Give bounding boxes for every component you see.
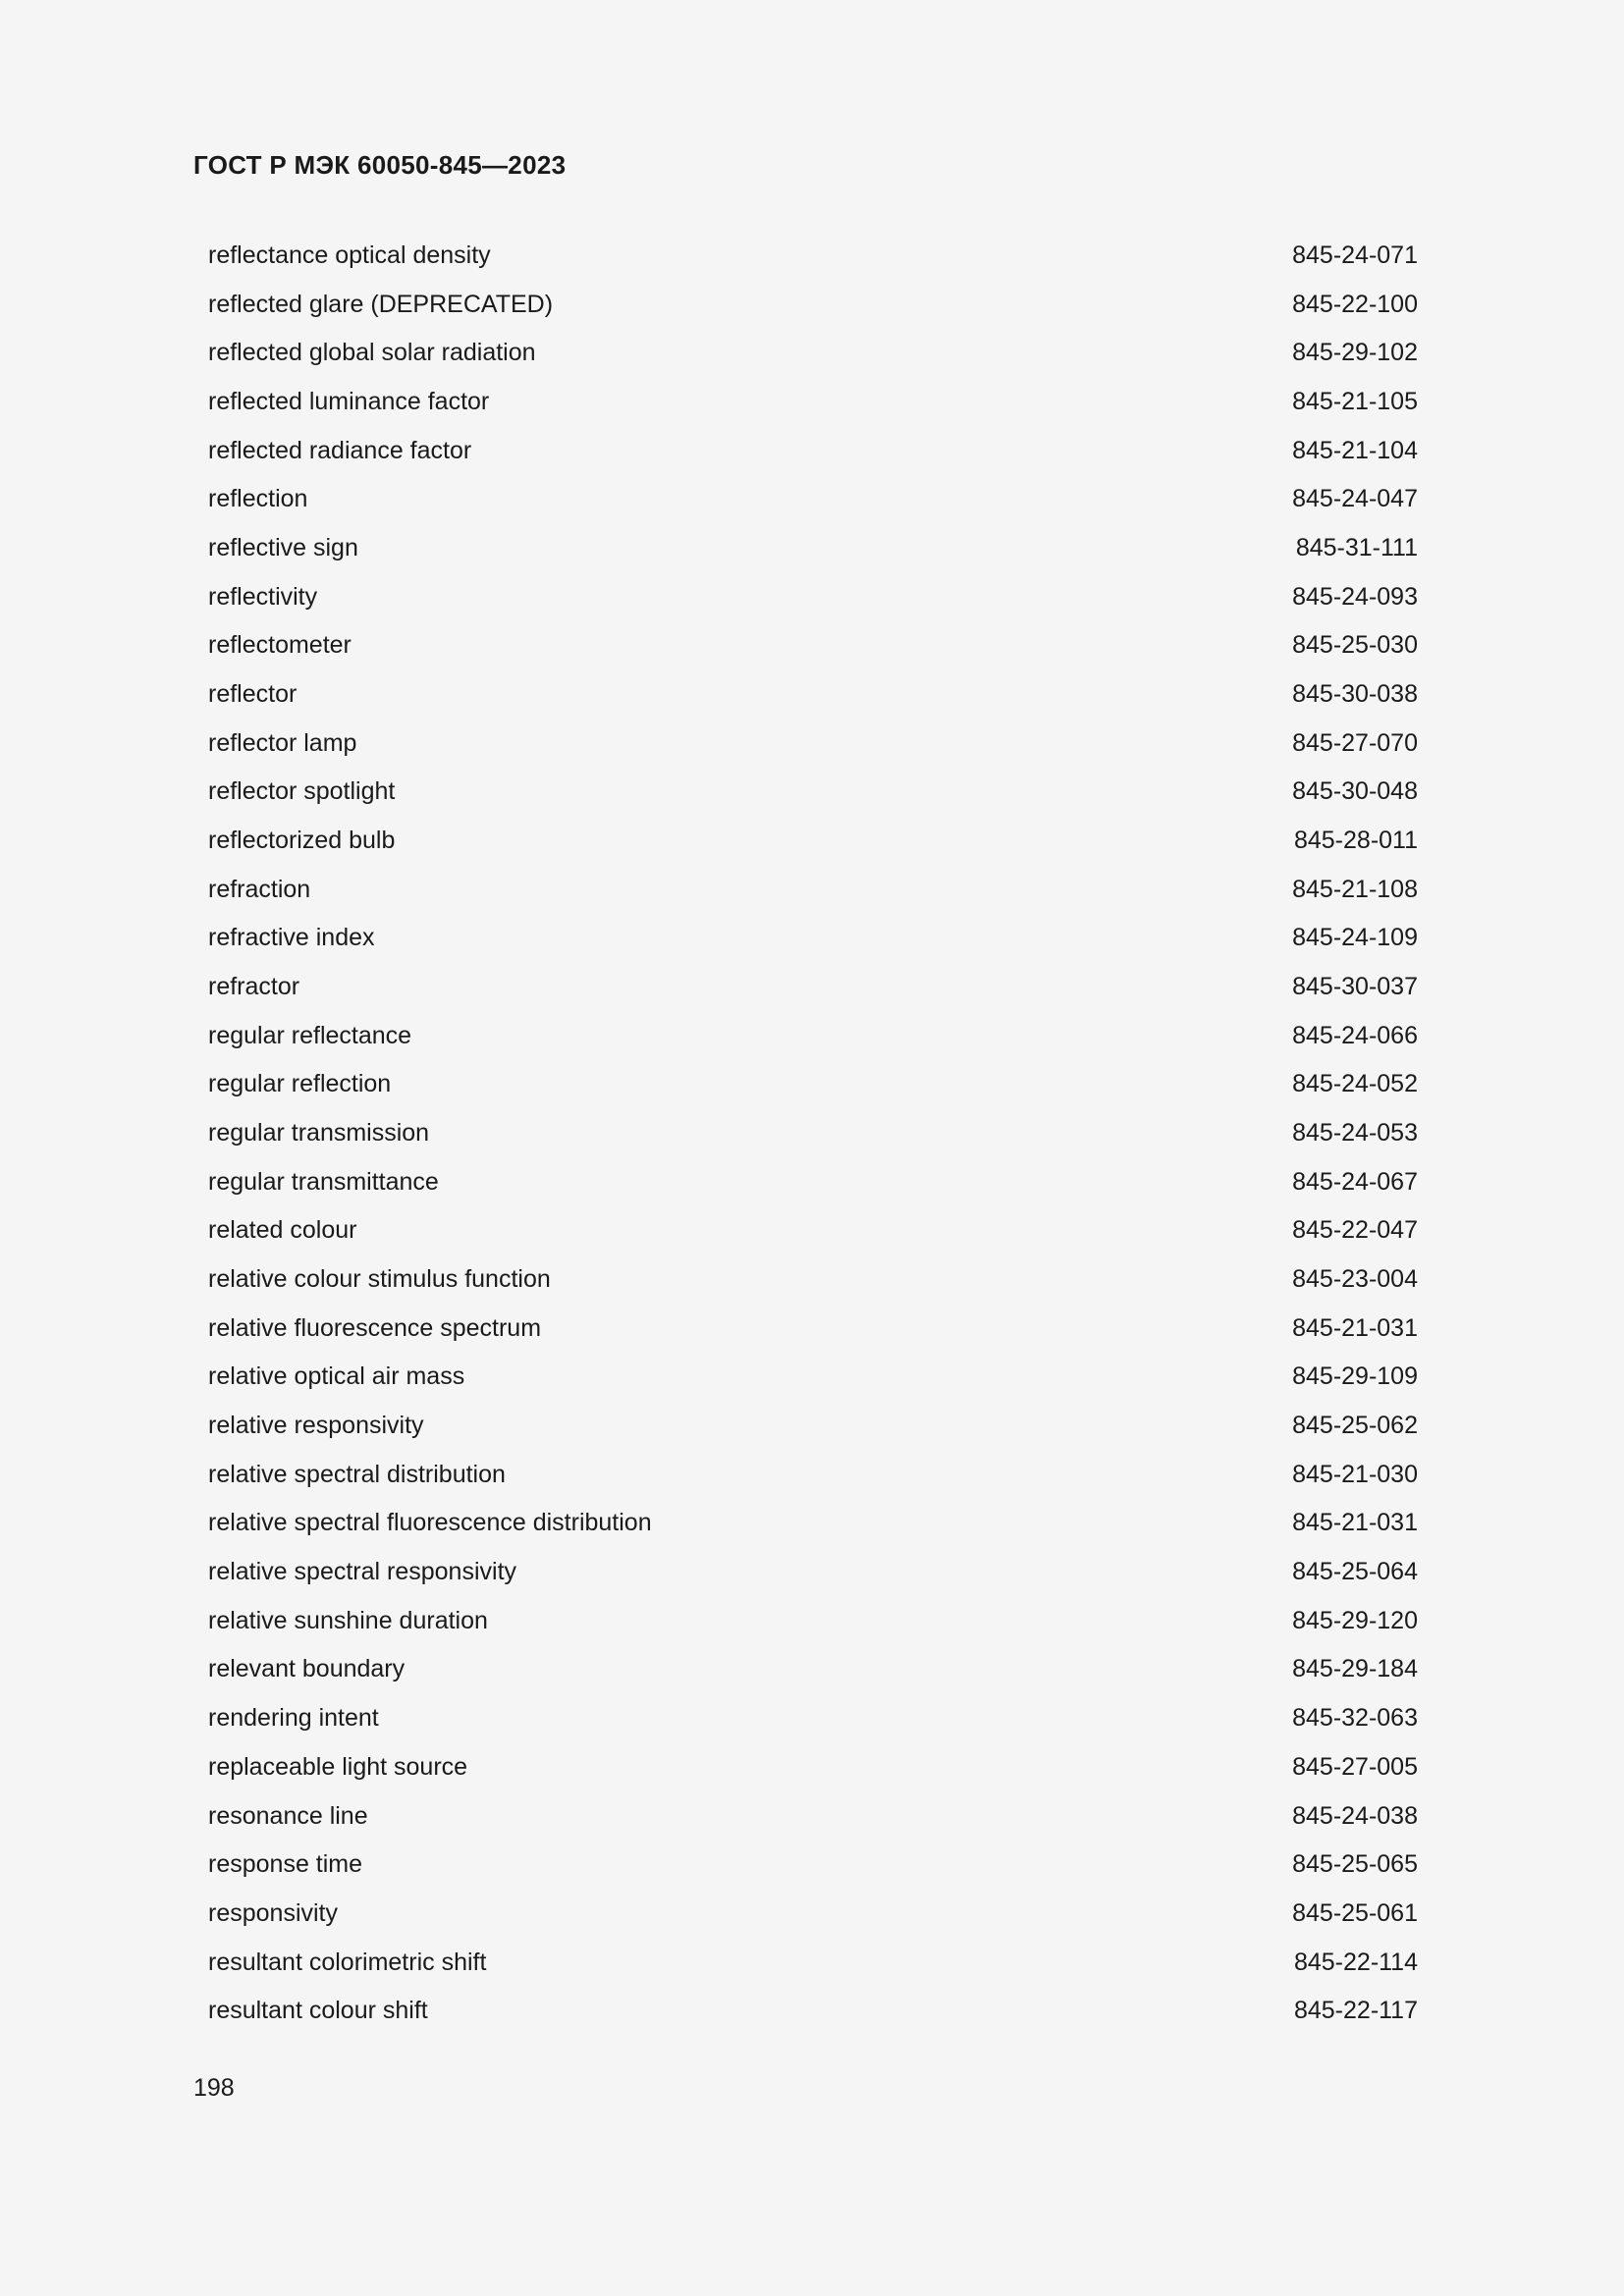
term-name: relative sunshine duration xyxy=(208,1606,488,1634)
list-item xyxy=(208,232,1418,281)
list-item xyxy=(208,1012,1418,1061)
term-code: 845-21-105 xyxy=(1292,388,1418,416)
term-code: 845-25-064 xyxy=(1292,1558,1418,1586)
list-item xyxy=(208,720,1418,769)
term-name: relative optical air mass xyxy=(208,1362,465,1391)
list-item xyxy=(208,281,1418,330)
term-name: related colour xyxy=(208,1216,357,1245)
term-code: 845-22-047 xyxy=(1292,1216,1418,1245)
list-item xyxy=(208,1402,1418,1451)
term-code: 845-24-038 xyxy=(1292,1801,1418,1830)
term-name: resultant colour shift xyxy=(208,1997,428,2025)
term-code: 845-27-070 xyxy=(1292,728,1418,757)
term-code: 845-31-111 xyxy=(1295,534,1418,562)
list-item xyxy=(208,817,1418,866)
term-code: 845-24-053 xyxy=(1292,1119,1418,1148)
term-code: 845-30-048 xyxy=(1292,777,1418,806)
term-code: 845-24-109 xyxy=(1292,924,1418,952)
list-item xyxy=(208,1645,1418,1694)
term-name: reflector spotlight xyxy=(208,777,396,806)
list-item xyxy=(208,1548,1418,1597)
list-item xyxy=(208,866,1418,915)
document-title: ГОСТ Р МЭК 60050-845—2023 xyxy=(193,150,567,180)
term-name: relevant boundary xyxy=(208,1655,406,1683)
term-code: 845-24-067 xyxy=(1292,1167,1418,1196)
term-code: 845-29-120 xyxy=(1292,1606,1418,1634)
list-item xyxy=(208,1353,1418,1402)
list-item xyxy=(208,1451,1418,1500)
list-item xyxy=(208,768,1418,817)
term-code: 845-24-052 xyxy=(1292,1070,1418,1098)
term-name: reflector lamp xyxy=(208,728,357,757)
list-item xyxy=(208,621,1418,670)
term-name: relative fluorescence spectrum xyxy=(208,1313,542,1342)
term-name: regular transmission xyxy=(208,1119,430,1148)
list-item xyxy=(208,1597,1418,1646)
term-name: relative colour stimulus function xyxy=(208,1265,551,1294)
term-name: refractor xyxy=(208,973,300,1001)
term-code: 845-27-005 xyxy=(1292,1752,1418,1781)
term-index-list xyxy=(208,232,1418,2036)
term-name: relative responsivity xyxy=(208,1412,424,1440)
list-item xyxy=(208,1305,1418,1354)
term-code: 845-23-004 xyxy=(1292,1265,1418,1294)
term-code: 845-22-100 xyxy=(1292,290,1418,318)
list-item xyxy=(208,1158,1418,1207)
term-code: 845-21-108 xyxy=(1292,875,1418,903)
term-name: reflected global solar radiation xyxy=(208,339,536,367)
term-code: 845-21-104 xyxy=(1292,436,1418,464)
term-code: 845-24-047 xyxy=(1292,485,1418,513)
term-name: reflection xyxy=(208,485,308,513)
list-item xyxy=(208,1255,1418,1305)
term-code: 845-29-102 xyxy=(1292,339,1418,367)
term-name: reflectivity xyxy=(208,582,318,611)
term-name: reflectance optical density xyxy=(208,241,491,269)
term-code: 845-22-114 xyxy=(1293,1948,1418,1976)
term-name: reflector xyxy=(208,680,298,709)
term-code: 845-21-031 xyxy=(1292,1509,1418,1537)
page-number: 198 xyxy=(193,2074,235,2102)
term-code: 845-25-061 xyxy=(1292,1898,1418,1927)
list-item xyxy=(208,1939,1418,1988)
term-name: reflected radiance factor xyxy=(208,436,472,464)
list-item xyxy=(208,378,1418,427)
list-item xyxy=(208,1987,1418,2036)
term-name: relative spectral fluorescence distribution xyxy=(208,1509,652,1537)
list-item xyxy=(208,963,1418,1012)
term-code: 845-28-011 xyxy=(1293,827,1418,855)
term-code: 845-24-093 xyxy=(1292,582,1418,611)
term-name: reflectorized bulb xyxy=(208,827,396,855)
term-name: reflectometer xyxy=(208,631,352,660)
term-code: 845-29-109 xyxy=(1292,1362,1418,1391)
term-code: 845-21-030 xyxy=(1292,1460,1418,1488)
list-item xyxy=(208,1499,1418,1548)
list-item xyxy=(208,329,1418,378)
term-code: 845-25-065 xyxy=(1292,1850,1418,1879)
term-name: reflective sign xyxy=(208,534,358,562)
list-item xyxy=(208,427,1418,476)
list-item xyxy=(208,914,1418,963)
term-code: 845-22-117 xyxy=(1293,1997,1418,2025)
term-name: rendering intent xyxy=(208,1704,379,1733)
list-item xyxy=(208,670,1418,720)
list-item xyxy=(208,1792,1418,1842)
list-item xyxy=(208,475,1418,524)
list-item xyxy=(208,524,1418,573)
term-name: response time xyxy=(208,1850,363,1879)
term-name: regular transmittance xyxy=(208,1167,439,1196)
term-code: 845-30-037 xyxy=(1292,973,1418,1001)
list-item xyxy=(208,1060,1418,1109)
term-name: responsivity xyxy=(208,1898,338,1927)
term-name: reflected luminance factor xyxy=(208,388,490,416)
term-name: refraction xyxy=(208,875,311,903)
term-name: refractive index xyxy=(208,924,375,952)
term-name: resonance line xyxy=(208,1801,368,1830)
list-item xyxy=(208,1694,1418,1743)
term-code: 845-21-031 xyxy=(1292,1313,1418,1342)
term-name: relative spectral responsivity xyxy=(208,1558,517,1586)
term-code: 845-25-030 xyxy=(1292,631,1418,660)
list-item xyxy=(208,1841,1418,1890)
list-item xyxy=(208,1109,1418,1158)
list-item xyxy=(208,1890,1418,1939)
term-name: regular reflectance xyxy=(208,1021,412,1049)
term-name: reflected glare (DEPRECATED) xyxy=(208,290,554,318)
term-name: regular reflection xyxy=(208,1070,392,1098)
term-code: 845-29-184 xyxy=(1292,1655,1418,1683)
term-code: 845-24-071 xyxy=(1292,241,1418,269)
term-code: 845-24-066 xyxy=(1292,1021,1418,1049)
term-code: 845-30-038 xyxy=(1292,680,1418,709)
term-code: 845-32-063 xyxy=(1292,1704,1418,1733)
term-name: relative spectral distribution xyxy=(208,1460,506,1488)
list-item xyxy=(208,573,1418,622)
term-name: replaceable light source xyxy=(208,1752,468,1781)
term-code: 845-25-062 xyxy=(1292,1412,1418,1440)
list-item xyxy=(208,1743,1418,1792)
list-item xyxy=(208,1206,1418,1255)
term-name: resultant colorimetric shift xyxy=(208,1948,487,1976)
